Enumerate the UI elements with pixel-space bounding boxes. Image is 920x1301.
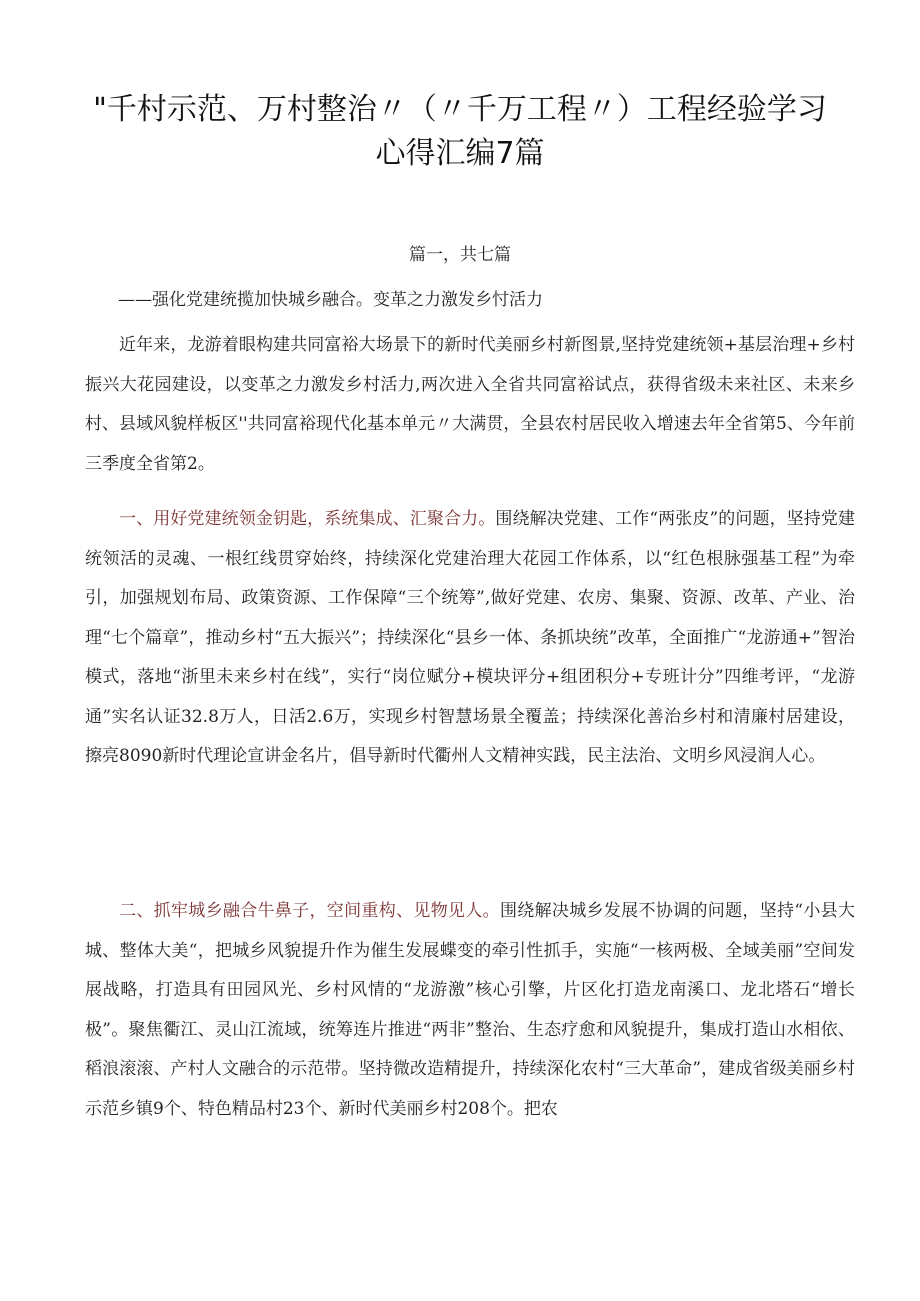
section-heading: 篇一，共七篇: [409, 245, 511, 265]
paragraph-section-1: [85, 500, 855, 777]
paragraph-lead: 一、用好党建统领金钥匙，系统集成、汇聚合力。: [119, 509, 496, 529]
paragraph-lead: 二、抓牢城乡融合牛鼻子，空间重构、见物见人。: [119, 901, 500, 921]
paragraph-section-2: [85, 892, 855, 1129]
document-title: "千村示范、万村整治〃（〃千万工程〃）工程经验学习心得汇编7篇: [93, 92, 827, 171]
paragraph-text: 围绕解决城乡发展不协调的问题，坚持“小县大城、整体大美“，把城乡风貌提升作为催生发展蝶变的牵引性抓手，实施“一核两极、全域美丽”空间发展战略，打造具有田园风光、乡村风情的“龙游激”核心引擎，片区化打造龙南溪口、龙北塔石“增长极”。聚焦衢江、灵山江流域，统筹连片推进“两非”整治、生态疗愈和风貌提升，集成打造山水相依、稻浪滚滚、产村人文融合的示范带。坚持微改造精提升，持续深化农村“三大革命”，建成省级美丽乡村示范乡镇9个、特色精品村23个、新时代美丽乡村208个。把农: [85, 901, 855, 1119]
article-subtitle: ——强化党建统揽加快城乡融合。变革之力激发乡忖活力: [118, 290, 543, 310]
paragraph-text: 近年来，龙游着眼构建共同富裕大场景下的新时代美丽乡村新图景,坚持党建统领+基层治理+乡村振兴大花园建设，以变革之力激发乡村活力,两次进入全省共同富裕试点，获得省级未来社区、未来乡村、县域风貌样板区''共同富裕现代化基本单元〃大满贯，全县农村居民收入增速去年全省第5、今年前三季度全省第2。: [85, 335, 855, 474]
paragraph-text: 围绕解决党建、工作“两张皮”的问题，坚持党建统领活的灵魂、一根红线贯穿始终，持续深化党建治理大花园工作体系，以“红色根脉强基工程”为牵引，加强规划布局、政策资源、工作保障“三个统筹”,做好党建、农房、集聚、资源、改革、产业、治理“七个篇章”，推动乡村“五大振兴”；持续深化“县乡一体、条抓块统”改革，全面推广“龙游通+”智治模式，落地“浙里未来乡村在线”，实行“岗位赋分+模块评分+组团积分+专班计分”四维考评，“龙游通”实名认证32.8万人，日活2.6万，实现乡村智慧场景全覆盖；持续深化善治乡村和清廉村居建设，擦亮8090新时代理论宣讲金名片，倡导新时代衢州人文精神实践，民主法治、文明乡风浸润人心。: [85, 509, 855, 766]
paragraph-intro: [85, 326, 855, 484]
